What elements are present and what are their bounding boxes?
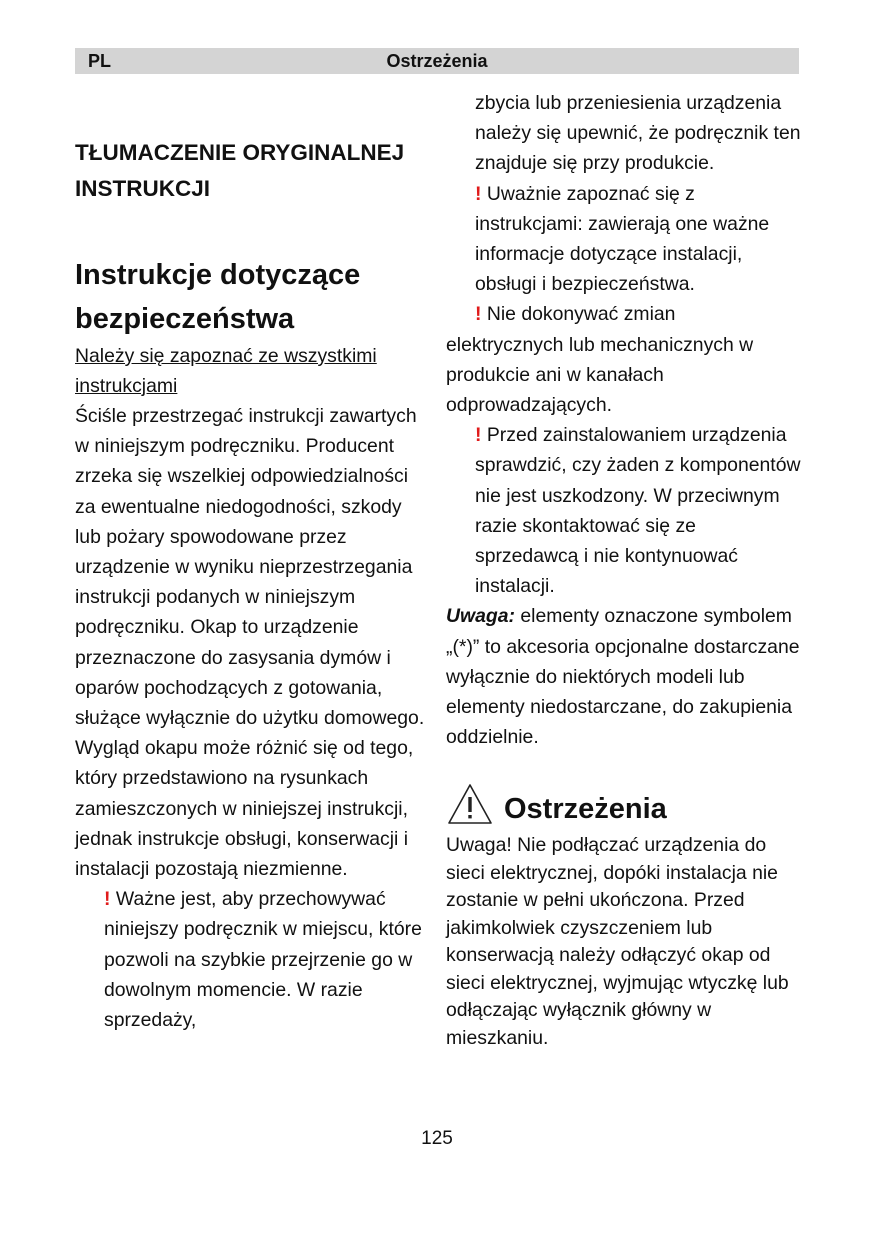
safety-bullet-3-rest: elektrycznych lub mechanicznych w produkcie ani w kanałach odprowadzających. bbox=[446, 333, 754, 417]
safety-bullet-1-text: Ważne jest, aby przechowywać niniejszy podręcznik w miejscu, które pozwoli na szybkie przejrzenie go w dowolnym momencie. W razie sprzedaży, bbox=[104, 888, 422, 1032]
original-instructions-title: TŁUMACZENIE ORYGINALNEJ INSTRUKCJI bbox=[75, 140, 405, 201]
header-section-title: Ostrzeżenia bbox=[386, 51, 488, 71]
exclamation-icon: ! bbox=[475, 303, 482, 326]
safety-bullet-3 bbox=[446, 299, 802, 420]
safety-bullet-2-text: Uważnie zapoznać się z instrukcjami: zawierają one ważne informacje dotyczące instalacji, obsługi i bezpieczeństwa. bbox=[475, 182, 770, 296]
intro-paragraph: Ściśle przestrzegać instrukcji zawartych w niniejszym podręczniku. Producent zrzeka się wszelkiej odpowiedzialności za ewentualne niedogodności, szkody lub pożary spowodowane przez urządzenie w wyniku nieprzestrzegania instrukcji podanych w niniejszym podręczniku. Okap to urządzenie przeznaczone do zasysania dymów i oparów pochodzących z gotowania, służące wyłącznie do użytku domowego. Wygląd okapu może różnić się od tego, który przedstawiono na rysunkach zamieszczonych w niniejszej instrukcji, jednak instrukcje obsługi, konserwacji i instalacji pozostają niezmienne. bbox=[75, 405, 425, 881]
safety-bullet-3-first: Nie dokonywać zmian bbox=[486, 303, 676, 326]
exclamation-icon: ! bbox=[475, 182, 482, 205]
exclamation-icon: ! bbox=[475, 424, 482, 447]
safety-bullet-1 bbox=[75, 884, 427, 1035]
warnings-heading: Ostrzeżenia bbox=[504, 793, 667, 826]
header-language: PL bbox=[88, 51, 112, 71]
right-column bbox=[446, 88, 802, 1052]
safety-bullet-2 bbox=[446, 179, 802, 300]
safety-bullet-1-continued: zbycia lub przeniesienia urządzenia należy się upewnić, że podręcznik ten znajduje się przy produkcie. bbox=[475, 92, 801, 175]
safety-bullet-4 bbox=[446, 420, 802, 601]
note-text: elementy oznaczone symbolem „(*)” to akcesoria opcjonalne dostarczane wyłącznie do niektórych modeli lub elementy niedostarczane, do zakupienia oddzielnie. bbox=[446, 605, 800, 749]
note-label: Uwaga: bbox=[446, 605, 515, 628]
optional-accessories-note bbox=[446, 601, 802, 752]
warnings-paragraph: Uwaga! Nie podłączać urządzenia do sieci elektrycznej, dopóki instalacja nie zostanie w pełni ukończona. Przed jakimkolwiek czyszczeniem lub konserwacją należy odłączyć okap od sieci elektrycznej, wyjmując wtyczkę lub odłączając wyłącznik główny w mieszkaniu. bbox=[446, 834, 789, 1049]
page-number: 125 bbox=[421, 1128, 453, 1149]
left-column bbox=[75, 88, 427, 1035]
page-header bbox=[75, 48, 799, 74]
exclamation-icon: ! bbox=[104, 888, 111, 911]
warnings-heading-row bbox=[446, 778, 802, 830]
safety-bullet-4-text: Przed zainstalowaniem urządzenia sprawdzić, czy żaden z komponentów nie jest uszkodzony. W przeciwnym razie skontaktować się ze sprzedawcą i nie kontynuować instalacji. bbox=[475, 424, 801, 598]
safety-instructions-heading: Instrukcje dotyczące bezpieczeństwa bbox=[75, 259, 361, 335]
warning-triangle-icon bbox=[446, 782, 494, 826]
read-all-instructions-subheading: Należy się zapoznać ze wszystkimi instrukcjami bbox=[75, 345, 377, 397]
